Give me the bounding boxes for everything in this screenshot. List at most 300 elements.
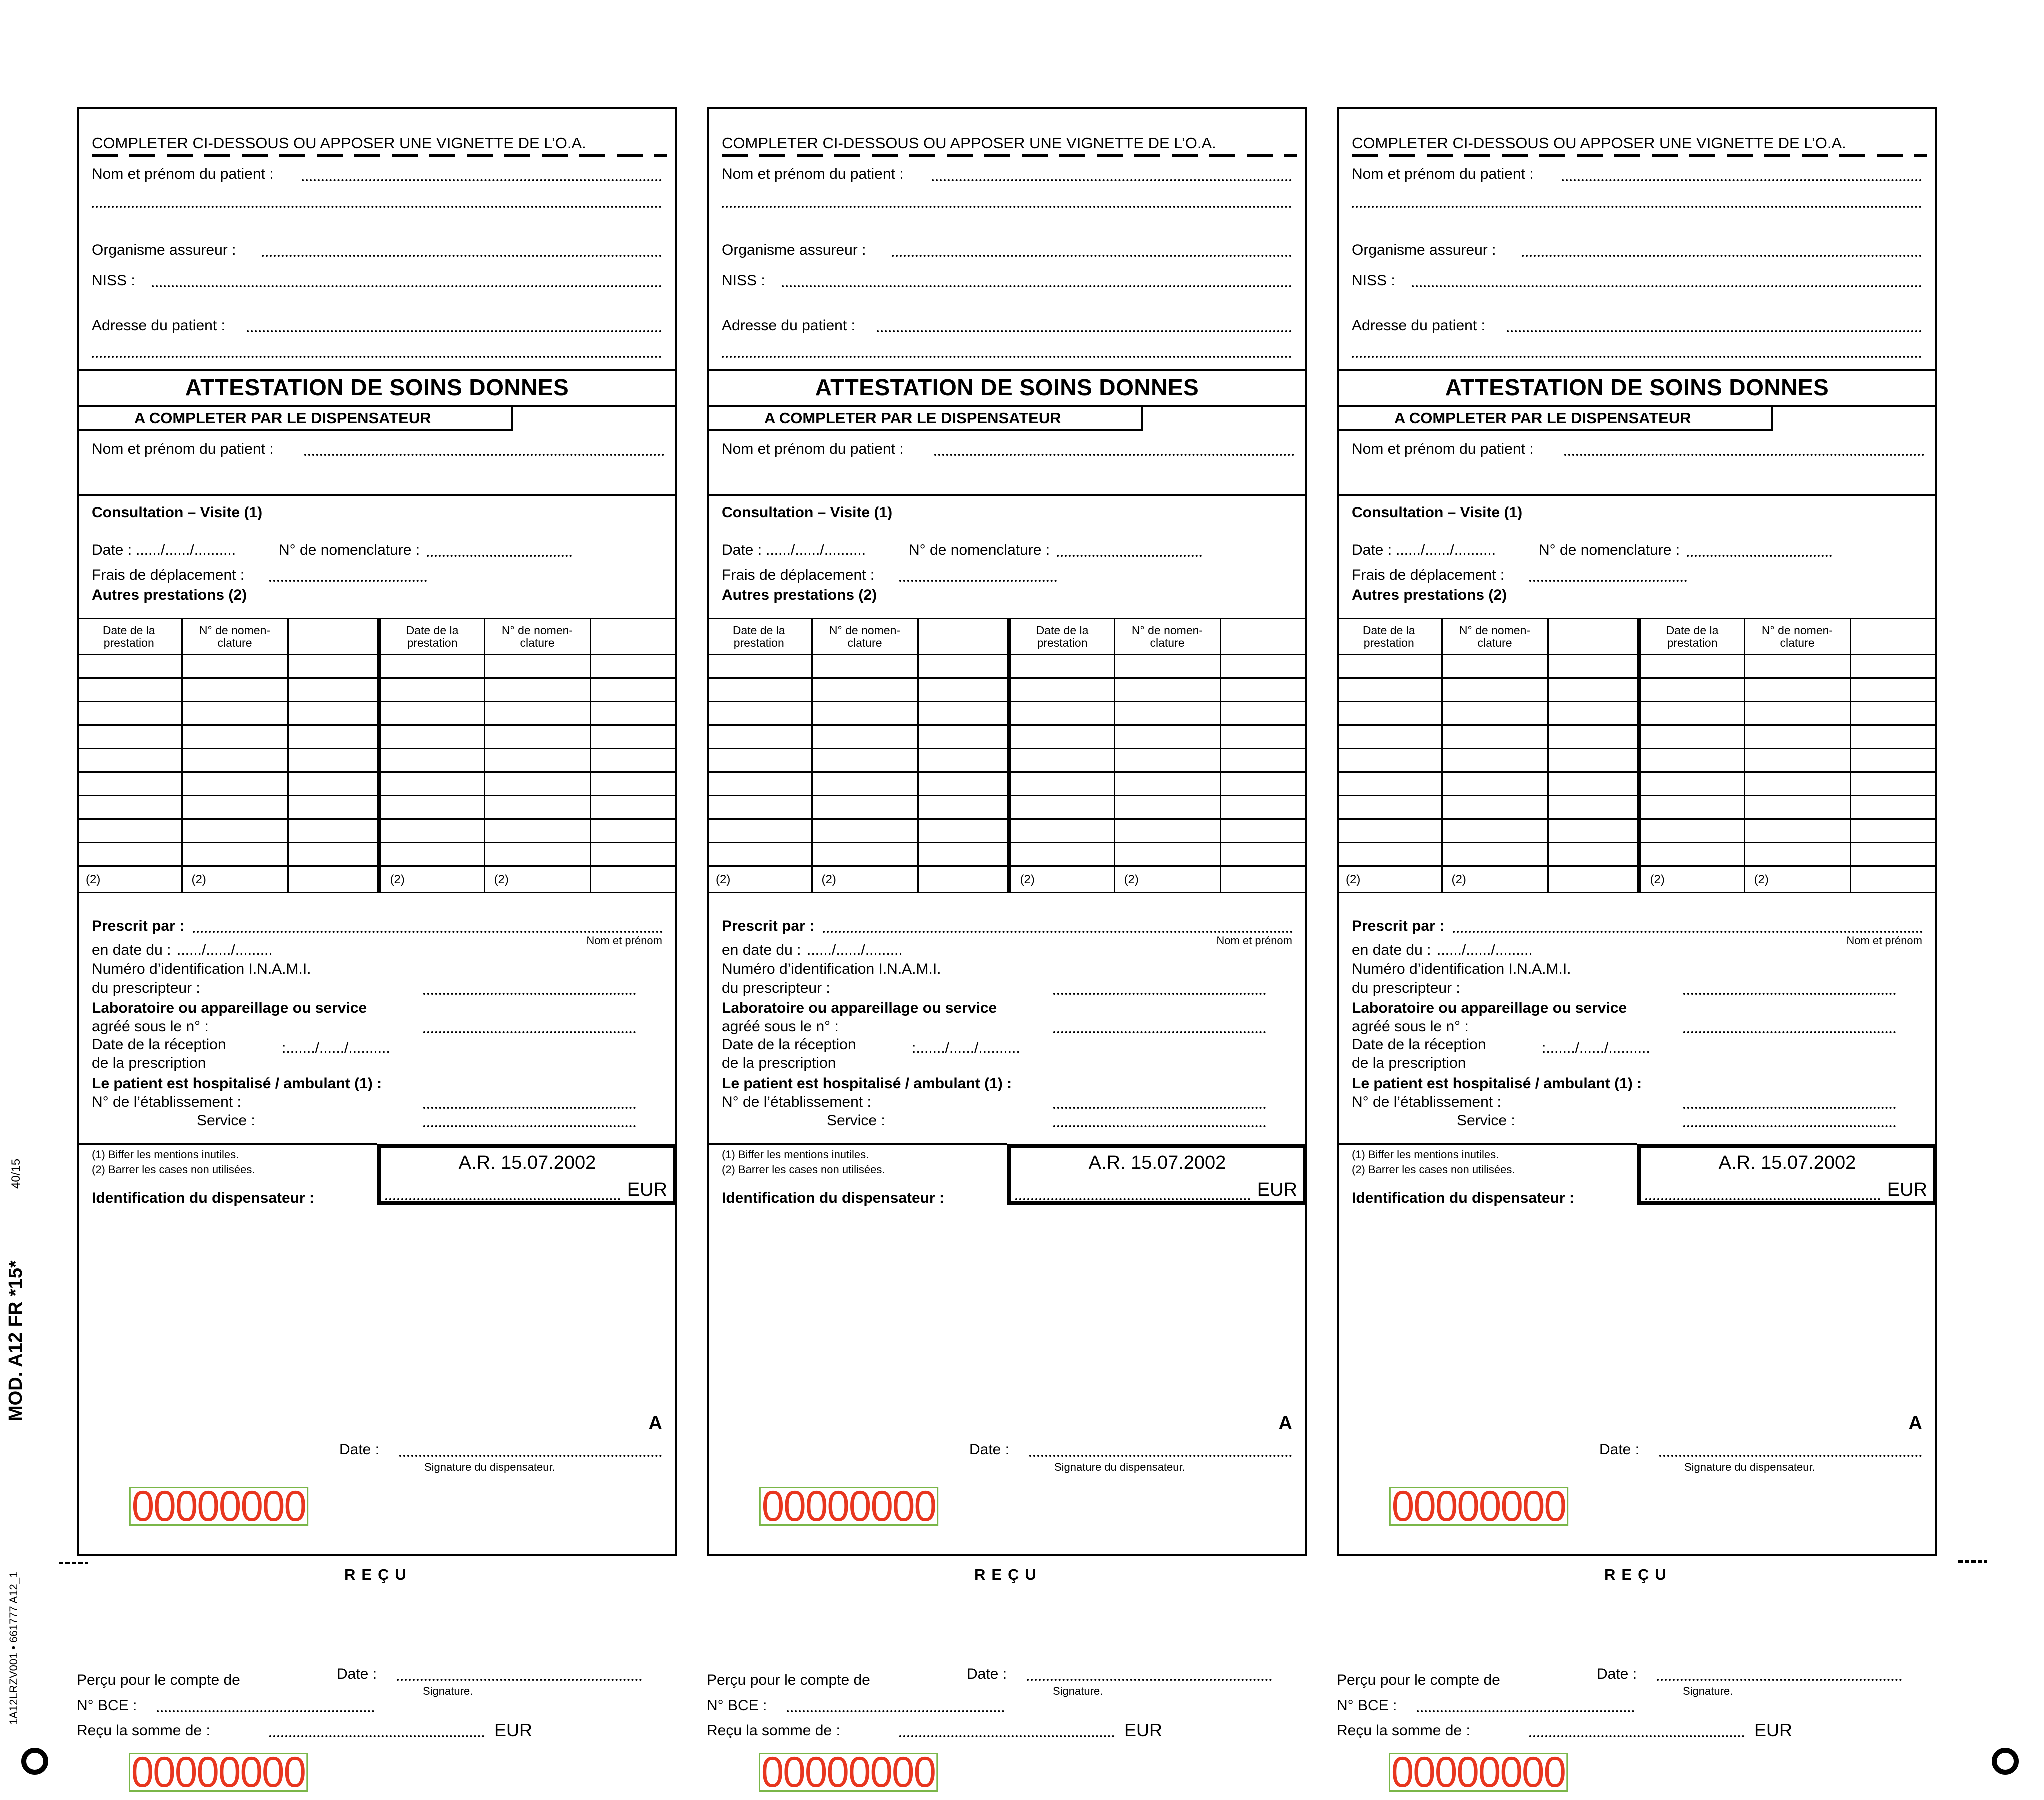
table-cell[interactable] [77, 678, 182, 702]
table-cell[interactable] [182, 843, 288, 866]
table-cell[interactable] [918, 678, 1009, 702]
table-footer-cell[interactable]: (2) [484, 866, 590, 893]
service-field[interactable] [423, 1126, 636, 1128]
table-cell[interactable] [1114, 726, 1220, 749]
table-cell[interactable] [707, 796, 812, 820]
currency-label: EUR [1257, 1180, 1297, 1200]
table-cell[interactable] [1744, 749, 1850, 772]
establishment-field[interactable] [423, 1107, 636, 1109]
table-cell[interactable] [484, 772, 590, 796]
table-footer-cell[interactable]: (2) [1639, 866, 1744, 893]
table-footer-cell[interactable]: (2) [707, 866, 812, 893]
niss-field[interactable] [152, 286, 662, 288]
table-cell[interactable] [1850, 843, 1937, 866]
table-cell[interactable] [812, 726, 918, 749]
table-cell[interactable] [812, 843, 918, 866]
table-cell[interactable] [1220, 843, 1307, 866]
table-cell[interactable] [1850, 655, 1937, 678]
table-cell[interactable] [1639, 796, 1744, 820]
table-cell[interactable] [379, 772, 484, 796]
table-cell[interactable] [590, 678, 677, 702]
sign-date-field[interactable] [1659, 1455, 1922, 1457]
table-cell[interactable] [484, 820, 590, 843]
table-cell[interactable] [1442, 772, 1548, 796]
receipt-date-field[interactable] [1027, 1679, 1272, 1681]
consultation-date-label: Date : [92, 542, 132, 558]
table-cell[interactable] [590, 749, 677, 772]
table-cell[interactable] [1442, 796, 1548, 820]
table-cell[interactable] [1744, 678, 1850, 702]
provider-id-label: Identification du dispensateur : [1352, 1190, 1575, 1206]
table-cell[interactable] [1639, 843, 1744, 866]
table-cell[interactable] [77, 702, 182, 726]
table-footer-cell[interactable]: (2) [1442, 866, 1548, 893]
table-cell[interactable] [288, 843, 379, 866]
amount-field[interactable] [385, 1198, 620, 1200]
table-cell[interactable] [1009, 843, 1114, 866]
receipt-signature-caption: Signature. [1683, 1685, 1733, 1698]
approved-label: agréé sous le n° : [92, 1018, 209, 1035]
bce-field[interactable] [1417, 1710, 1634, 1712]
table-footer-cell[interactable] [1850, 866, 1937, 893]
table-row [707, 772, 1307, 796]
amount-field[interactable] [1015, 1198, 1250, 1200]
bce-field[interactable] [787, 1710, 1004, 1712]
amount-field[interactable] [1645, 1198, 1880, 1200]
table-cell[interactable] [288, 820, 379, 843]
table-cell[interactable] [707, 820, 812, 843]
reception-date-field[interactable]: :......./....../.......... [282, 1040, 390, 1056]
table-cell[interactable] [1220, 726, 1307, 749]
table-cell[interactable] [1337, 843, 1442, 866]
provider-id-label: Identification du dispensateur : [722, 1190, 945, 1206]
table-cell[interactable] [812, 678, 918, 702]
table-cell[interactable] [1850, 702, 1937, 726]
reception-date-field[interactable]: :......./....../.......... [1542, 1040, 1650, 1056]
table-cell[interactable] [1114, 702, 1220, 726]
bce-label: N° BCE : [1337, 1698, 1397, 1714]
table-header-text: prestation [407, 636, 458, 650]
table-cell[interactable] [812, 749, 918, 772]
service-field[interactable] [1053, 1126, 1266, 1128]
table-cell[interactable] [182, 796, 288, 820]
table-cell[interactable] [484, 843, 590, 866]
consultation-date-field[interactable]: ....../....../.......... [1396, 542, 1496, 558]
table-cell[interactable] [1337, 726, 1442, 749]
provider-id-label: Identification du dispensateur : [92, 1190, 315, 1206]
table-cell[interactable] [77, 796, 182, 820]
table-cell[interactable] [77, 726, 182, 749]
table-footer-cell[interactable]: (2) [1744, 866, 1850, 893]
signature-caption: Signature du dispensateur. [1054, 1461, 1185, 1474]
table-cell[interactable] [1114, 843, 1220, 866]
patient-name-field-2[interactable] [304, 454, 664, 456]
approved-number-field[interactable] [423, 1032, 636, 1034]
table-cell[interactable] [1337, 820, 1442, 843]
table-cell[interactable] [379, 820, 484, 843]
table-cell[interactable] [1744, 655, 1850, 678]
ar-reference: A.R. 15.07.2002 [1088, 1152, 1226, 1174]
table-cell[interactable] [1442, 820, 1548, 843]
inami-label-2: du prescripteur : [1352, 980, 1460, 996]
table-cell[interactable] [182, 820, 288, 843]
table-cell[interactable] [707, 772, 812, 796]
patient-name-field-2[interactable] [1564, 454, 1924, 456]
table-cell[interactable] [379, 702, 484, 726]
table-cell[interactable] [1114, 678, 1220, 702]
receipt-date-field[interactable] [1657, 1679, 1902, 1681]
table-cell[interactable] [1009, 702, 1114, 726]
table-cell[interactable] [1442, 726, 1548, 749]
reception-label: Date de la réception [722, 1036, 856, 1053]
table-cell[interactable] [1548, 655, 1639, 678]
table-row [77, 820, 677, 843]
receipt-serial-number: 00000000 [759, 1753, 938, 1792]
table-footer-cell[interactable]: (2) [379, 866, 484, 893]
table-cell[interactable] [484, 655, 590, 678]
reception-label: Date de la réception [92, 1036, 226, 1053]
table-footer-cell[interactable]: (2) [1114, 866, 1220, 893]
table-footer-cell[interactable] [288, 866, 379, 893]
nomenclature-field[interactable] [1687, 555, 1832, 557]
table-footer-cell[interactable]: (2) [1337, 866, 1442, 893]
table-cell[interactable] [1548, 772, 1639, 796]
vignette-dashed-line [92, 154, 667, 158]
approved-number-field[interactable] [1683, 1032, 1896, 1034]
table-cell[interactable] [590, 820, 677, 843]
prescription-date-field[interactable]: ....../....../......... [1437, 942, 1533, 958]
niss-field[interactable] [1412, 286, 1922, 288]
table-cell[interactable] [1220, 702, 1307, 726]
table-cell[interactable] [812, 702, 918, 726]
receipt-date-field[interactable] [397, 1679, 642, 1681]
prescribed-by-field[interactable] [1453, 931, 1923, 933]
travel-fees-field[interactable] [1529, 580, 1687, 582]
table-cell[interactable] [1548, 726, 1639, 749]
address-field-line2[interactable] [92, 356, 662, 358]
table-cell[interactable] [288, 749, 379, 772]
vignette-heading: COMPLETER CI-DESSOUS OU APPOSER UNE VIGNETTE DE L’O.A. [1352, 134, 1846, 152]
table-cell[interactable] [1337, 702, 1442, 726]
table-cell[interactable] [182, 655, 288, 678]
table-cell[interactable] [1009, 655, 1114, 678]
table-cell[interactable] [812, 820, 918, 843]
table-cell[interactable] [288, 772, 379, 796]
table-footer-cell[interactable] [1220, 866, 1307, 893]
prescribed-by-field[interactable] [193, 931, 663, 933]
table-cell[interactable] [77, 749, 182, 772]
table-cell[interactable] [1548, 678, 1639, 702]
prescription-date-field[interactable]: ....../....../......... [177, 942, 273, 958]
table-cell[interactable] [1442, 702, 1548, 726]
nomenclature-field[interactable] [427, 555, 572, 557]
insurer-field[interactable] [892, 255, 1292, 257]
address-field[interactable] [1507, 330, 1922, 332]
niss-field[interactable] [782, 286, 1292, 288]
table-cell[interactable] [182, 678, 288, 702]
amount-box [1007, 1144, 1307, 1206]
receipt-account-label: Perçu pour le compte de [77, 1672, 240, 1688]
table-cell[interactable] [77, 772, 182, 796]
table-cell[interactable] [288, 702, 379, 726]
table-cell[interactable] [1548, 749, 1639, 772]
name-caption: Nom et prénom [1216, 934, 1292, 947]
table-cell[interactable] [1009, 678, 1114, 702]
table-cell[interactable] [1639, 820, 1744, 843]
consultation-date-field[interactable]: ....../....../.......... [766, 542, 866, 558]
print-code: 1A12LRZV001 • 661777 A12_1 [7, 1572, 20, 1725]
table-cell[interactable] [1442, 749, 1548, 772]
table-row [707, 820, 1307, 843]
table-cell[interactable] [1744, 843, 1850, 866]
table-cell[interactable] [1639, 678, 1744, 702]
receipt-title: REÇU [974, 1566, 1042, 1584]
table-cell[interactable] [1744, 772, 1850, 796]
amount-received-field[interactable] [1529, 1736, 1744, 1738]
table-cell[interactable] [918, 820, 1009, 843]
table-cell[interactable] [1850, 678, 1937, 702]
table-cell[interactable] [288, 726, 379, 749]
consultation-label: Consultation – Visite (1) [1352, 504, 1523, 521]
inami-field[interactable] [423, 993, 636, 995]
table-header-text: clature [520, 636, 555, 650]
table-header-text: prestation [1667, 636, 1718, 650]
address-field[interactable] [877, 330, 1292, 332]
table-cell[interactable] [77, 843, 182, 866]
table-cell[interactable] [590, 702, 677, 726]
table-cell[interactable] [1009, 749, 1114, 772]
inami-field[interactable] [1683, 993, 1896, 995]
table-cell[interactable] [1220, 772, 1307, 796]
establishment-field[interactable] [1683, 1107, 1896, 1109]
table-cell[interactable] [707, 702, 812, 726]
address-field[interactable] [247, 330, 662, 332]
table-cell[interactable] [707, 655, 812, 678]
sign-date-label: Date : [1599, 1442, 1640, 1458]
table-cell[interactable] [590, 796, 677, 820]
patient-name-field-2[interactable] [934, 454, 1294, 456]
table-cell[interactable] [1009, 796, 1114, 820]
table-cell[interactable] [1114, 655, 1220, 678]
table-cell[interactable] [1548, 702, 1639, 726]
bce-label: N° BCE : [707, 1698, 767, 1714]
service-field[interactable] [1683, 1126, 1896, 1128]
table-cell[interactable] [1220, 655, 1307, 678]
table-cell[interactable] [1337, 772, 1442, 796]
table-cell[interactable] [379, 796, 484, 820]
table-header-text: clature [847, 636, 882, 650]
consultation-date-field[interactable]: ....../....../.......... [136, 542, 236, 558]
other-services-label: Autres prestations (2) [1352, 587, 1507, 604]
table-cell[interactable] [1114, 820, 1220, 843]
table-row [707, 843, 1307, 866]
table-cell[interactable] [288, 655, 379, 678]
table-cell[interactable] [379, 655, 484, 678]
service-label: Service : [1457, 1112, 1515, 1129]
table-cell[interactable] [707, 726, 812, 749]
travel-fees-field[interactable] [899, 580, 1057, 582]
nomenclature-field[interactable] [1057, 555, 1202, 557]
table-row [1337, 702, 1937, 726]
form-title: ATTESTATION DE SOINS DONNES [1445, 374, 1829, 400]
table-footer-cell[interactable] [918, 866, 1009, 893]
copy-letter: A [1908, 1413, 1922, 1434]
table-header-text: N° de nomen- [1761, 624, 1833, 637]
table-cell[interactable] [484, 796, 590, 820]
table-cell[interactable] [1337, 749, 1442, 772]
niss-label: NISS : [1352, 272, 1395, 289]
patient-name-field-line2[interactable] [92, 206, 662, 208]
table-cell[interactable] [918, 749, 1009, 772]
table-footer-cell[interactable]: (2) [812, 866, 918, 893]
patient-name-field[interactable] [302, 180, 662, 182]
approved-number-field[interactable] [1053, 1032, 1266, 1034]
table-cell[interactable] [1639, 749, 1744, 772]
table-footer-cell[interactable]: (2) [182, 866, 288, 893]
table-cell[interactable] [1639, 655, 1744, 678]
amount-received-field[interactable] [269, 1736, 484, 1738]
table-cell[interactable] [812, 796, 918, 820]
table-cell[interactable] [288, 678, 379, 702]
table-cell[interactable] [1114, 772, 1220, 796]
table-cell[interactable] [590, 726, 677, 749]
table-cell[interactable] [812, 655, 918, 678]
table-cell[interactable] [379, 726, 484, 749]
table-cell[interactable] [1639, 772, 1744, 796]
table-cell[interactable] [1850, 726, 1937, 749]
table-footer-row [77, 866, 677, 893]
bce-field[interactable] [157, 1710, 374, 1712]
table-cell[interactable] [379, 749, 484, 772]
table-header-text: N° de nomen- [829, 624, 901, 637]
table-cell[interactable] [77, 820, 182, 843]
table-cell[interactable] [590, 655, 677, 678]
table-cell[interactable] [1114, 749, 1220, 772]
insurer-field[interactable] [1522, 255, 1922, 257]
inami-field[interactable] [1053, 993, 1266, 995]
table-cell[interactable] [1009, 726, 1114, 749]
travel-fees-field[interactable] [269, 580, 427, 582]
table-cell[interactable] [77, 655, 182, 678]
table-cell[interactable] [1009, 820, 1114, 843]
table-cell[interactable] [812, 772, 918, 796]
establishment-field[interactable] [1053, 1107, 1266, 1109]
table-row [707, 655, 1307, 678]
table-cell[interactable] [1639, 726, 1744, 749]
table-cell[interactable] [1639, 702, 1744, 726]
table-cell[interactable] [484, 726, 590, 749]
table-cell[interactable] [1220, 796, 1307, 820]
table-footer-cell[interactable]: (2) [77, 866, 182, 893]
table-cell[interactable] [1548, 820, 1639, 843]
table-footer-cell[interactable] [1548, 866, 1639, 893]
table-cell[interactable] [1850, 820, 1937, 843]
reception-date-field[interactable]: :......./....../.......... [912, 1040, 1020, 1056]
table-cell[interactable] [707, 678, 812, 702]
table-cell[interactable] [1337, 678, 1442, 702]
address-field-line2[interactable] [722, 356, 1292, 358]
serial-number: 00000000 [129, 1487, 308, 1526]
table-cell[interactable] [918, 772, 1009, 796]
patient-name-field-line2[interactable] [722, 206, 1292, 208]
address-field-line2[interactable] [1352, 356, 1922, 358]
table-cell[interactable] [918, 726, 1009, 749]
table-cell[interactable] [918, 796, 1009, 820]
table-cell[interactable] [1850, 749, 1937, 772]
patient-name-field-line2[interactable] [1352, 206, 1922, 208]
table-cell[interactable] [707, 749, 812, 772]
table-cell[interactable] [182, 749, 288, 772]
table-row [1337, 749, 1937, 772]
prescribed-by-field[interactable] [823, 931, 1293, 933]
table-cell[interactable] [484, 702, 590, 726]
table-cell[interactable] [590, 772, 677, 796]
table-cell[interactable] [484, 749, 590, 772]
table-cell[interactable] [1442, 843, 1548, 866]
amount-received-field[interactable] [899, 1736, 1114, 1738]
table-cell[interactable] [1442, 655, 1548, 678]
other-services-label: Autres prestations (2) [92, 587, 247, 604]
table-cell[interactable] [1744, 702, 1850, 726]
table-cell[interactable] [918, 702, 1009, 726]
table-cell[interactable] [379, 843, 484, 866]
table-cell[interactable] [590, 843, 677, 866]
table-footer-cell[interactable] [590, 866, 677, 893]
table-cell[interactable] [918, 843, 1009, 866]
receipt-date-label: Date : [337, 1666, 377, 1682]
table-header-text: Date de la [1036, 624, 1089, 637]
patient-name-field[interactable] [932, 180, 1292, 182]
table-cell[interactable] [182, 702, 288, 726]
table-cell[interactable] [1744, 820, 1850, 843]
table-header-cell [1548, 619, 1639, 655]
table-cell[interactable] [1548, 843, 1639, 866]
table-cell[interactable] [182, 726, 288, 749]
table-row [77, 678, 677, 702]
table-cell[interactable] [1744, 726, 1850, 749]
table-cell[interactable] [1548, 796, 1639, 820]
prescription-date-field[interactable]: ....../....../......... [807, 942, 903, 958]
table-cell[interactable] [1220, 749, 1307, 772]
table-cell[interactable] [1850, 772, 1937, 796]
table-cell[interactable] [707, 843, 812, 866]
table-footer-cell[interactable]: (2) [1009, 866, 1114, 893]
sign-date-field[interactable] [1029, 1455, 1292, 1457]
table-cell[interactable] [288, 796, 379, 820]
table-cell[interactable] [182, 772, 288, 796]
table-cell[interactable] [1114, 796, 1220, 820]
table-cell[interactable] [1744, 796, 1850, 820]
table-cell[interactable] [484, 678, 590, 702]
insurer-field[interactable] [262, 255, 662, 257]
table-cell[interactable] [1337, 796, 1442, 820]
table-cell[interactable] [379, 678, 484, 702]
table-cell[interactable] [1850, 796, 1937, 820]
patient-name-field[interactable] [1562, 180, 1922, 182]
sign-date-field[interactable] [399, 1455, 662, 1457]
table-row [707, 678, 1307, 702]
travel-fees-label: Frais de déplacement : [92, 567, 245, 584]
table-header-cell [1744, 619, 1850, 655]
approved-label: agréé sous le n° : [722, 1018, 839, 1035]
table-cell[interactable] [1337, 655, 1442, 678]
table-cell[interactable] [1220, 820, 1307, 843]
table-cell[interactable] [918, 655, 1009, 678]
table-cell[interactable] [1009, 772, 1114, 796]
vignette-dashed-line [1352, 154, 1927, 158]
table-cell[interactable] [1442, 678, 1548, 702]
table-cell[interactable] [1220, 678, 1307, 702]
